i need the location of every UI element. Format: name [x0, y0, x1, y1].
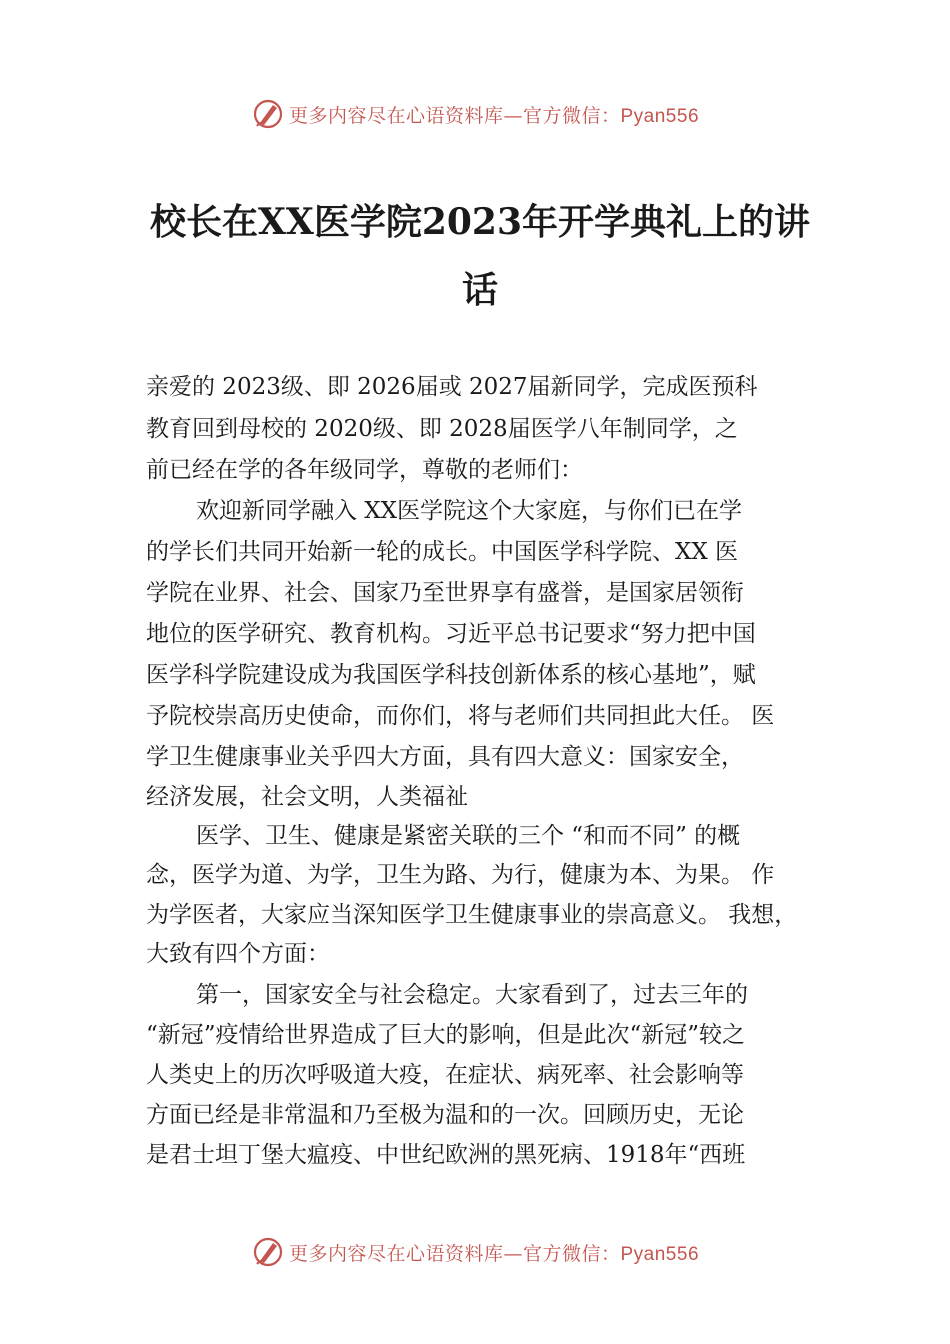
header-banner — [0, 94, 950, 134]
body-line: 方面已经是非常温和乃至极为温和的一次。回顾历史，无论 — [146, 1102, 744, 1128]
body-line: 学院在业界、社会、国家乃至世界享有盛誉，是国家居领衔 — [146, 580, 744, 606]
body-line: 念，医学为道、为学，卫生为路、为行，健康为本、为果。 作 — [146, 862, 775, 888]
quill-logo-icon — [251, 1235, 285, 1269]
body-line: 学卫生健康事业关乎四大方面，具有四大意义：国家安全， — [146, 744, 744, 770]
body-line: 经济发展，社会文明，人类福祉 — [146, 784, 468, 810]
body-line: 的学长们共同开始新一轮的成长。中国医学科学院、XX 医 — [146, 539, 739, 565]
header-banner-text: 更多内容尽在心语资料库—官方微信：Pyan556 — [288, 104, 700, 127]
body-line: “新冠”疫情给世界造成了巨大的影响，但是此次“新冠”较之 — [146, 1022, 746, 1048]
body-line: 亲爱的 2023级、即 2026届或 2027届新同学，完成医预科 — [146, 374, 758, 400]
body-line: 地位的医学研究、教育机构。习近平总书记要求“努力把中国 — [146, 621, 756, 647]
footer-wechat-id: Pyan556 — [620, 1243, 700, 1265]
body-line: 予院校崇高历史使命，而你们，将与老师们共同担此大任。 医 — [146, 703, 775, 729]
body-line: 第一，国家安全与社会稳定。大家看到了，过去三年的 — [196, 982, 748, 1008]
document-title-line-1: 校长在XX医学院2023年开学典礼上的讲 — [149, 201, 811, 243]
header-wechat-id: Pyan556 — [620, 105, 700, 127]
body-line: 教育回到母校的 2020级、即 2028届医学八年制同学，之 — [146, 416, 738, 442]
footer-banner — [0, 1232, 950, 1272]
body-line: 大致有四个方面： — [146, 941, 330, 967]
body-line: 是君士坦丁堡大瘟疫、中世纪欧洲的黑死病、1918年“西班 — [146, 1142, 746, 1168]
document-title-line-2: 话 — [461, 269, 498, 311]
body-line: 医学科学院建设成为我国医学科技创新体系的核心基地”，赋 — [146, 662, 756, 688]
body-line: 前已经在学的各年级同学，尊敬的老师们： — [146, 457, 583, 483]
quill-logo-icon — [251, 97, 285, 131]
body-line: 医学、卫生、健康是紧密关联的三个 “和而不同” 的概 — [196, 823, 741, 849]
footer-banner-text: 更多内容尽在心语资料库—官方微信：Pyan556 — [288, 1242, 700, 1265]
body-line: 欢迎新同学融入 XX医学院这个大家庭，与你们已在学 — [196, 498, 743, 524]
body-line: 人类史上的历次呼吸道大疫，在症状、病死率、社会影响等 — [146, 1062, 744, 1088]
body-line: 为学医者，大家应当深知医学卫生健康事业的崇高意义。 我想， — [146, 902, 798, 928]
